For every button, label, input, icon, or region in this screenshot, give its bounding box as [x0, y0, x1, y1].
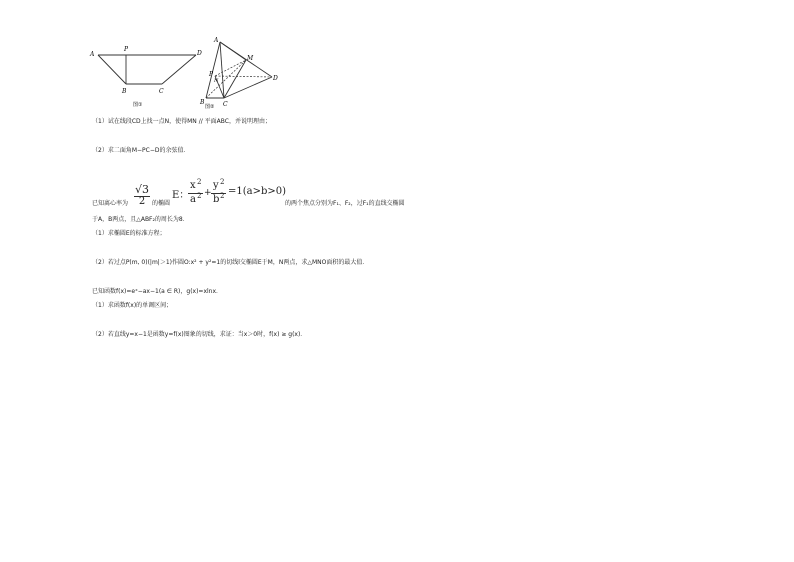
b-denominator: b: [213, 194, 220, 205]
eccentricity-denominator: 2: [138, 196, 146, 207]
y-squared-over-b-squared: [211, 178, 227, 210]
a-denominator: a: [190, 194, 196, 205]
x-squared-over-a-squared: [188, 178, 204, 210]
figure-2-pyramid: [192, 36, 287, 110]
problem2-intro-before: 已知离心率为: [92, 200, 129, 207]
y-exponent: 2: [220, 178, 225, 186]
fig2-label-A: A: [214, 37, 219, 44]
fig1-label-A: A: [90, 51, 95, 58]
eccentricity-fraction: [133, 183, 151, 207]
problem2-intro-mid: 的椭圆: [152, 200, 171, 207]
plus-sign: +: [204, 188, 212, 198]
problem3-intro: 已知函数f(x)=eˣ−ax−1(a ∈ R)，g(x)=xlnx．: [92, 288, 223, 295]
fig2-caption: 图②: [205, 104, 215, 110]
fig1-label-P: P: [124, 46, 129, 53]
problem2-question-1: （1）求椭圆E的标准方程；: [92, 230, 166, 237]
fig1-caption: 图①: [133, 102, 143, 108]
x-exponent: 2: [197, 178, 202, 186]
fig2-label-M: M: [247, 55, 254, 62]
x-numerator: x: [190, 180, 196, 191]
problem1-question-2: （2）求二面角M−PC−D的余弦值．: [92, 147, 190, 154]
fig2-label-N: N: [214, 78, 219, 84]
problem3-question-1: （1）求函数f(x)的单调区间；: [92, 302, 173, 309]
fig1-label-C: C: [159, 88, 164, 95]
problem2-intro-line2: 于A，B两点，且△ABF₂的周长为8．: [92, 216, 189, 223]
eccentricity-numerator: √3: [134, 183, 149, 196]
a-exponent: 2: [197, 192, 202, 200]
fig1-label-B: B: [122, 88, 127, 95]
equation-rhs: =1(a>b>0): [228, 186, 287, 197]
fig1-label-D: D: [197, 50, 202, 57]
fig2-label-C: C: [223, 101, 228, 108]
ellipse-name: E：: [172, 190, 190, 201]
problem1-question-1: （1）试在线段CD上找一点N，使得MN // 平面ABC，并说明理由；: [92, 118, 271, 125]
fig2-label-D: D: [273, 75, 278, 82]
fig2-label-B: B: [200, 99, 205, 106]
b-exponent: 2: [220, 192, 225, 200]
problem2-intro-after: 的两个焦点分别为F₁、F₂，过F₁的直线交椭圆: [285, 200, 405, 207]
problem3-question-2: （2）若直线y=x−1是函数y=f(x)图象的切线，求证：当x＞0时，f(x) ≥ g(x)．: [92, 331, 307, 338]
problem2-question-2: （2）若过点P(m, 0)(|m|＞1)作圆O:x² + y²=1的切线l交椭圆E于M，N两点，求△MNO面积的最大值．: [92, 259, 369, 266]
figure-1-trapezoid: [88, 44, 208, 112]
ellipse-equation: [172, 178, 287, 210]
fig2-label-P: P: [209, 71, 214, 78]
y-numerator: y: [213, 180, 219, 191]
